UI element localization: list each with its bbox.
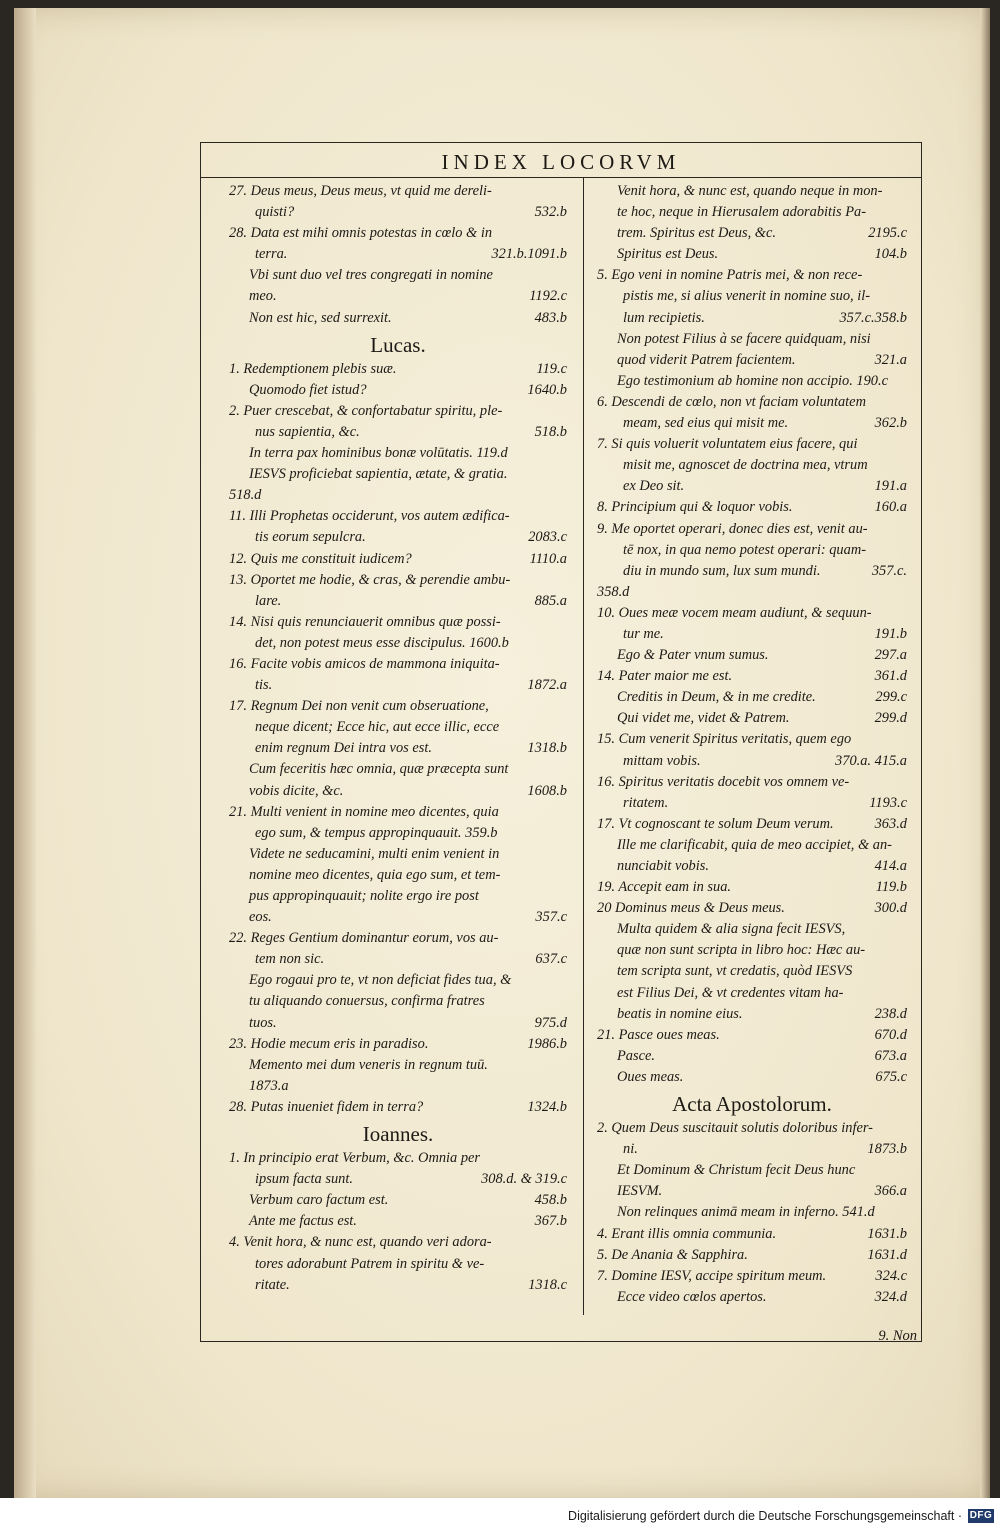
index-line bbox=[597, 793, 907, 814]
index-line bbox=[597, 244, 907, 265]
index-text: Pasce. bbox=[617, 1047, 655, 1064]
index-text: eos. bbox=[249, 909, 272, 926]
index-text: trem. Spiritus est Deus, &c. bbox=[617, 225, 776, 242]
digitization-banner bbox=[0, 1498, 1000, 1532]
index-text: Ille me clarificabit, quia de meo accipiet, & an- bbox=[617, 836, 892, 853]
index-line bbox=[597, 181, 907, 202]
index-line bbox=[229, 443, 567, 464]
index-text: In terra pax hominibus bonæ volūtatis. 119.d bbox=[249, 445, 508, 462]
index-line bbox=[597, 898, 907, 919]
index-line bbox=[597, 497, 907, 518]
index-line bbox=[597, 666, 907, 687]
index-line bbox=[597, 1046, 907, 1067]
index-text: misit me, agnoscet de doctrina mea, vtrum bbox=[623, 457, 868, 474]
index-text: tur me. bbox=[623, 625, 664, 642]
index-text: 7. Si quis voluerit voluntatem eius facere, qui bbox=[597, 436, 858, 453]
index-text: 9. Me oportet operari, donec dies est, venit au- bbox=[597, 520, 868, 537]
index-text: Ioannes. bbox=[362, 1122, 434, 1147]
left-column bbox=[229, 181, 567, 1296]
page-reference: 1324.b bbox=[527, 1098, 567, 1115]
index-text: 1873.a bbox=[249, 1077, 289, 1094]
page-reference: 321.b.1091.b bbox=[491, 246, 567, 263]
index-text: meo. bbox=[249, 288, 277, 305]
book-page bbox=[14, 8, 990, 1498]
index-text: diu in mundo sum, lux sum mundi. bbox=[623, 562, 821, 579]
index-text: Qui videt me, videt & Patrem. bbox=[617, 710, 790, 727]
index-line bbox=[229, 612, 567, 633]
index-text: mittam vobis. bbox=[623, 752, 701, 769]
index-line bbox=[229, 844, 567, 865]
index-line bbox=[229, 781, 567, 802]
index-text: nomine meo dicentes, quia ego sum, et tem- bbox=[249, 866, 501, 883]
index-line bbox=[229, 1211, 567, 1232]
index-text: ritatem. bbox=[623, 794, 669, 811]
index-text: 17. Regnum Dei non venit cum obseruatione, bbox=[229, 698, 489, 715]
index-text: Et Dominum & Christum fecit Deus hunc bbox=[617, 1162, 856, 1179]
index-line bbox=[229, 738, 567, 759]
index-line bbox=[597, 624, 907, 645]
index-text: 358.d bbox=[597, 583, 630, 600]
page-reference: 367.b bbox=[534, 1213, 567, 1230]
index-line bbox=[229, 181, 567, 202]
page-reference: 518.b bbox=[534, 423, 567, 440]
index-text: IESVM. bbox=[617, 1183, 663, 1200]
index-line bbox=[597, 561, 907, 582]
page-reference: 458.b bbox=[534, 1192, 567, 1209]
index-text: tem non sic. bbox=[255, 951, 325, 968]
page-reference: 357.c. bbox=[871, 562, 907, 579]
index-text: Ego testimonium ab homine non accipio. 190.c bbox=[617, 372, 888, 389]
page-reference: 297.a bbox=[874, 647, 907, 664]
index-text: ni. bbox=[623, 1141, 638, 1158]
index-line bbox=[229, 1275, 567, 1296]
page-reference: 1872.a bbox=[527, 677, 567, 694]
index-text: vobis dicite, &c. bbox=[249, 782, 344, 799]
page-reference: 361.d bbox=[874, 668, 907, 685]
index-line bbox=[229, 286, 567, 307]
index-line bbox=[229, 1232, 567, 1253]
index-line bbox=[229, 422, 567, 443]
index-text: quæ non sunt scripta in libro hoc: Hæc au- bbox=[617, 942, 866, 959]
index-text: 2. Quem Deus suscitauit solutis doloribus infer- bbox=[597, 1120, 873, 1137]
index-line bbox=[229, 202, 567, 223]
index-line bbox=[597, 265, 907, 286]
index-line bbox=[229, 1190, 567, 1211]
catchword: 9. Non bbox=[878, 1328, 917, 1344]
index-text: 1. Redemptionem plebis suæ. bbox=[229, 360, 397, 377]
index-text: lare. bbox=[255, 592, 282, 609]
page-reference: 1631.d bbox=[867, 1246, 907, 1263]
index-line bbox=[597, 308, 907, 329]
page-reference: 160.a bbox=[874, 499, 907, 516]
right-column bbox=[597, 181, 907, 1308]
index-text: Quomodo fiet istud? bbox=[249, 381, 367, 398]
index-line bbox=[597, 540, 907, 561]
page-reference: 1318.c bbox=[528, 1276, 567, 1293]
index-text: meam, sed eius qui misit me. bbox=[623, 415, 789, 432]
page-gutter bbox=[14, 8, 36, 1498]
index-line bbox=[229, 675, 567, 696]
index-line bbox=[229, 527, 567, 548]
index-text: tē nox, in qua nemo potest operari: quam- bbox=[623, 541, 867, 558]
page-reference: 324.c bbox=[875, 1267, 907, 1284]
index-text: Oues meas. bbox=[617, 1068, 684, 1085]
index-text: 13. Oportet me hodie, & cras, & perendie ambu- bbox=[229, 571, 511, 588]
page-reference: 370.a. 415.a bbox=[835, 752, 907, 769]
index-text: Ego rogaui pro te, vt non deficiat fides tua, & bbox=[249, 972, 512, 989]
index-text: 14. Pater maior me est. bbox=[597, 668, 733, 685]
index-line bbox=[229, 759, 567, 780]
page-reference: 2083.c bbox=[528, 529, 567, 546]
running-header: INDEX LOCORVM bbox=[201, 143, 921, 178]
index-text: 1. In principio erat Verbum, &c. Omnia per bbox=[229, 1150, 481, 1167]
index-text: IESVS proficiebat sapientia, ætate, & gratia. bbox=[249, 466, 508, 483]
index-line bbox=[597, 1287, 907, 1308]
section-heading bbox=[597, 1088, 907, 1118]
index-text: tis eorum sepulcra. bbox=[255, 529, 366, 546]
page-reference: 532.b bbox=[534, 204, 567, 221]
page-reference: 104.b bbox=[874, 246, 907, 263]
page-edge bbox=[980, 8, 990, 1498]
index-line bbox=[597, 1118, 907, 1139]
index-line bbox=[597, 202, 907, 223]
index-line bbox=[597, 1160, 907, 1181]
index-line bbox=[597, 1224, 907, 1245]
index-text: enim regnum Dei intra vos est. bbox=[255, 740, 432, 757]
index-text: tem scripta sunt, vt credatis, quòd IESVS bbox=[617, 963, 853, 980]
index-text: 11. Illi Prophetas occiderunt, vos autem ædifica- bbox=[229, 508, 510, 525]
index-text: 8. Principium qui & loquor vobis. bbox=[597, 499, 793, 516]
index-line bbox=[229, 907, 567, 928]
page-reference: 1192.c bbox=[529, 288, 567, 305]
index-line bbox=[229, 464, 567, 485]
index-text: 4. Venit hora, & nunc est, quando veri adora- bbox=[229, 1234, 492, 1251]
index-text: 6. Descendi de cœlo, non vt faciam voluntatem bbox=[597, 393, 866, 410]
index-line bbox=[597, 687, 907, 708]
section-heading bbox=[229, 329, 567, 359]
index-line bbox=[597, 582, 907, 603]
page-reference: 366.a bbox=[874, 1183, 907, 1200]
index-line bbox=[229, 1254, 567, 1275]
index-text: 20 Dominus meus & Deus meus. bbox=[597, 900, 785, 917]
index-line bbox=[229, 886, 567, 907]
page-reference: 670.d bbox=[874, 1026, 907, 1043]
index-text: 4. Erant illis omnia communia. bbox=[597, 1225, 777, 1242]
index-text: quisti? bbox=[255, 204, 295, 221]
index-line bbox=[229, 380, 567, 401]
index-line bbox=[597, 1181, 907, 1202]
index-text: ex Deo sit. bbox=[623, 478, 685, 495]
index-line bbox=[597, 940, 907, 961]
index-line bbox=[597, 455, 907, 476]
page-reference: 885.a bbox=[534, 592, 567, 609]
section-heading bbox=[229, 1118, 567, 1148]
index-line bbox=[229, 485, 567, 506]
index-line bbox=[229, 570, 567, 591]
page-reference: 1986.b bbox=[527, 1035, 567, 1052]
index-text: ritate. bbox=[255, 1276, 290, 1293]
index-text: 5. De Anania & Sapphira. bbox=[597, 1246, 748, 1263]
index-line bbox=[229, 265, 567, 286]
index-line bbox=[597, 645, 907, 666]
index-line bbox=[597, 519, 907, 540]
index-text: 19. Accepit eam in sua. bbox=[597, 879, 732, 896]
index-text: beatis in nomine eius. bbox=[617, 1005, 743, 1022]
index-text: neque dicent; Ecce hic, aut ecce illic, ecce bbox=[255, 719, 500, 736]
page-reference: 321.a bbox=[874, 351, 907, 368]
index-text: 21. Multi venient in nomine meo dicentes, quia bbox=[229, 803, 499, 820]
page-reference: 119.b bbox=[875, 879, 907, 896]
index-line bbox=[597, 392, 907, 413]
index-line bbox=[597, 286, 907, 307]
index-line bbox=[229, 1148, 567, 1169]
index-line bbox=[229, 549, 567, 570]
index-text: Multa quidem & alia signa fecit IESVS, bbox=[617, 921, 846, 938]
index-line bbox=[229, 1055, 567, 1076]
index-line bbox=[229, 928, 567, 949]
page-reference: 299.c bbox=[875, 689, 907, 706]
index-line bbox=[597, 350, 907, 371]
index-text: terra. bbox=[255, 246, 288, 263]
page-reference: 357.c.358.b bbox=[839, 309, 907, 326]
index-line bbox=[597, 223, 907, 244]
index-line bbox=[597, 835, 907, 856]
index-line bbox=[597, 1245, 907, 1266]
index-line bbox=[597, 1202, 907, 1223]
index-line bbox=[229, 991, 567, 1012]
index-text: tores adorabunt Patrem in spiritu & ve- bbox=[255, 1255, 485, 1272]
index-line bbox=[597, 772, 907, 793]
index-text: lum recipietis. bbox=[623, 309, 705, 326]
page-reference: 1318.b bbox=[527, 740, 567, 757]
index-line bbox=[597, 919, 907, 940]
index-line bbox=[229, 1169, 567, 1190]
index-line bbox=[597, 1025, 907, 1046]
page-reference: 1631.b bbox=[867, 1225, 907, 1242]
index-text: tuos. bbox=[249, 1014, 277, 1031]
index-line bbox=[229, 865, 567, 886]
page-reference: 191.a bbox=[874, 478, 907, 495]
index-text: pistis me, si alius venerit in nomine suo, il- bbox=[623, 288, 871, 305]
index-line bbox=[597, 729, 907, 750]
index-text: Lucas. bbox=[370, 332, 426, 357]
index-line bbox=[229, 654, 567, 675]
column-divider bbox=[583, 177, 584, 1315]
index-line bbox=[229, 359, 567, 380]
index-text: nus sapientia, &c. bbox=[255, 423, 360, 440]
index-text: Vbi sunt duo vel tres congregati in nomine bbox=[249, 267, 493, 284]
page-reference: 1110.a bbox=[529, 550, 567, 567]
page-reference: 357.c bbox=[535, 909, 567, 926]
page-reference: 308.d. & 319.c bbox=[481, 1171, 567, 1188]
index-line bbox=[597, 476, 907, 497]
page-reference: 324.d bbox=[874, 1288, 907, 1305]
index-text: Cum feceritis hæc omnia, quæ præcepta sunt bbox=[249, 761, 509, 778]
index-line bbox=[597, 1266, 907, 1287]
index-line bbox=[597, 814, 907, 835]
funding-notice: Digitalisierung gefördert durch die Deutsche Forschungsgemeinschaft · bbox=[568, 1509, 962, 1523]
page-reference: 362.b bbox=[874, 415, 907, 432]
index-text: est Filius Dei, & vt credentes vitam ha- bbox=[617, 984, 844, 1001]
index-text: Non potest Filius à se facere quidquam, nisi bbox=[617, 330, 871, 347]
index-text: 518.d bbox=[229, 487, 262, 504]
index-line bbox=[597, 1004, 907, 1025]
index-text: Spiritus est Deus. bbox=[617, 246, 719, 263]
index-line bbox=[229, 1076, 567, 1097]
page-reference: 299.d bbox=[874, 710, 907, 727]
index-text: 16. Spiritus veritatis docebit vos omnem ve- bbox=[597, 773, 850, 790]
index-text: 12. Quis me constituit iudicem? bbox=[229, 550, 412, 567]
index-line bbox=[229, 696, 567, 717]
index-text: Venit hora, & nunc est, quando neque in mon- bbox=[617, 183, 883, 199]
index-line bbox=[229, 970, 567, 991]
index-line bbox=[229, 401, 567, 422]
index-line bbox=[597, 434, 907, 455]
text-frame bbox=[200, 142, 922, 1342]
index-text: 16. Facite vobis amicos de mammona iniquita- bbox=[229, 655, 500, 672]
index-text: 23. Hodie mecum eris in paradiso. bbox=[229, 1035, 429, 1052]
index-text: 7. Domine IESV, accipe spiritum meum. bbox=[597, 1267, 827, 1284]
index-text: Non est hic, sed surrexit. bbox=[249, 309, 392, 326]
page-reference: 119.c bbox=[536, 360, 567, 377]
page-reference: 1608.b bbox=[527, 782, 567, 799]
index-line bbox=[597, 603, 907, 624]
index-text: Ecce video cœlos apertos. bbox=[617, 1288, 767, 1305]
index-line bbox=[597, 751, 907, 772]
dfg-logo: DFG bbox=[969, 1510, 993, 1521]
index-line bbox=[597, 983, 907, 1004]
index-text: Creditis in Deum, & in me credite. bbox=[617, 689, 816, 706]
index-text: tu aliquando conuersus, confirma fratres bbox=[249, 993, 485, 1010]
index-line bbox=[597, 413, 907, 434]
index-line bbox=[229, 823, 567, 844]
page-reference: 300.d bbox=[874, 900, 907, 917]
index-line bbox=[229, 633, 567, 654]
index-line bbox=[229, 802, 567, 823]
index-text: Ante me factus est. bbox=[249, 1213, 357, 1230]
page-reference: 637.c bbox=[535, 951, 567, 968]
page-reference: 483.b bbox=[534, 309, 567, 326]
page-reference: 1193.c bbox=[869, 794, 907, 811]
index-line bbox=[597, 708, 907, 729]
index-line bbox=[597, 877, 907, 898]
index-text: pus appropinquauit; nolite ergo ire post bbox=[249, 888, 479, 904]
index-text: Videte ne seducamini, multi enim venient in bbox=[249, 845, 500, 862]
page-reference: 675.c bbox=[875, 1068, 907, 1085]
index-text: 5. Ego veni in nomine Patris mei, & non rece- bbox=[597, 267, 863, 284]
page-reference: 191.b bbox=[874, 625, 907, 642]
index-line bbox=[229, 1097, 567, 1118]
index-text: det, non potest meus esse discipulus. 1600.b bbox=[255, 634, 509, 651]
index-line bbox=[229, 1013, 567, 1034]
index-line bbox=[229, 949, 567, 970]
index-text: 27. Deus meus, Deus meus, vt quid me dereli- bbox=[229, 183, 492, 199]
index-line bbox=[597, 371, 907, 392]
index-line bbox=[229, 223, 567, 244]
index-text: te hoc, neque in Hierusalem adorabitis Pa- bbox=[617, 204, 866, 221]
page-reference: 975.d bbox=[534, 1014, 567, 1031]
index-text: Acta Apostolorum. bbox=[672, 1092, 832, 1117]
index-text: 15. Cum venerit Spiritus veritatis, quem ego bbox=[597, 731, 852, 748]
index-text: Ego & Pater vnum sumus. bbox=[617, 647, 769, 664]
index-text: quod viderit Patrem facientem. bbox=[617, 351, 796, 368]
index-text: 10. Oues meæ vocem meam audiunt, & sequun- bbox=[597, 604, 872, 621]
index-line bbox=[597, 856, 907, 877]
page-reference: 363.d bbox=[874, 815, 907, 832]
index-text: 2. Puer crescebat, & confortabatur spiritu, ple- bbox=[229, 402, 503, 419]
index-line bbox=[597, 329, 907, 350]
index-text: 28. Data est mihi omnis potestas in cœlo & in bbox=[229, 225, 493, 242]
index-line bbox=[229, 717, 567, 738]
index-line bbox=[597, 1067, 907, 1088]
index-text: 17. Vt cognoscant te solum Deum verum. bbox=[597, 815, 834, 832]
index-line bbox=[597, 1139, 907, 1160]
index-text: Memento mei dum veneris in regnum tuū. bbox=[249, 1056, 488, 1073]
page-reference: 2195.c bbox=[868, 225, 907, 242]
index-text: Non relinques animā meam in inferno. 541.d bbox=[617, 1204, 875, 1221]
page-reference: 238.d bbox=[874, 1005, 907, 1022]
page-reference: 1873.b bbox=[867, 1141, 907, 1158]
index-text: Verbum caro factum est. bbox=[249, 1192, 389, 1209]
page-reference: 673.a bbox=[874, 1047, 907, 1064]
index-line bbox=[229, 244, 567, 265]
page-reference: 414.a bbox=[874, 858, 907, 874]
page-reference: 1640.b bbox=[527, 381, 567, 398]
index-text: 21. Pasce oues meas. bbox=[597, 1026, 720, 1043]
index-line bbox=[597, 961, 907, 982]
index-text: tis. bbox=[255, 677, 273, 694]
index-line bbox=[229, 506, 567, 527]
index-text: 22. Reges Gentium dominantur eorum, vos au- bbox=[229, 930, 499, 947]
index-text: 14. Nisi quis renunciauerit omnibus quæ possi- bbox=[229, 613, 501, 630]
index-text: ego sum, & tempus appropinquauit. 359.b bbox=[255, 824, 498, 841]
index-text: ipsum facta sunt. bbox=[255, 1171, 353, 1188]
index-text: nunciabit vobis. bbox=[617, 858, 709, 874]
index-text: 28. Putas inueniet fidem in terra? bbox=[229, 1098, 424, 1115]
index-line bbox=[229, 1034, 567, 1055]
index-line bbox=[229, 308, 567, 329]
index-line bbox=[229, 591, 567, 612]
